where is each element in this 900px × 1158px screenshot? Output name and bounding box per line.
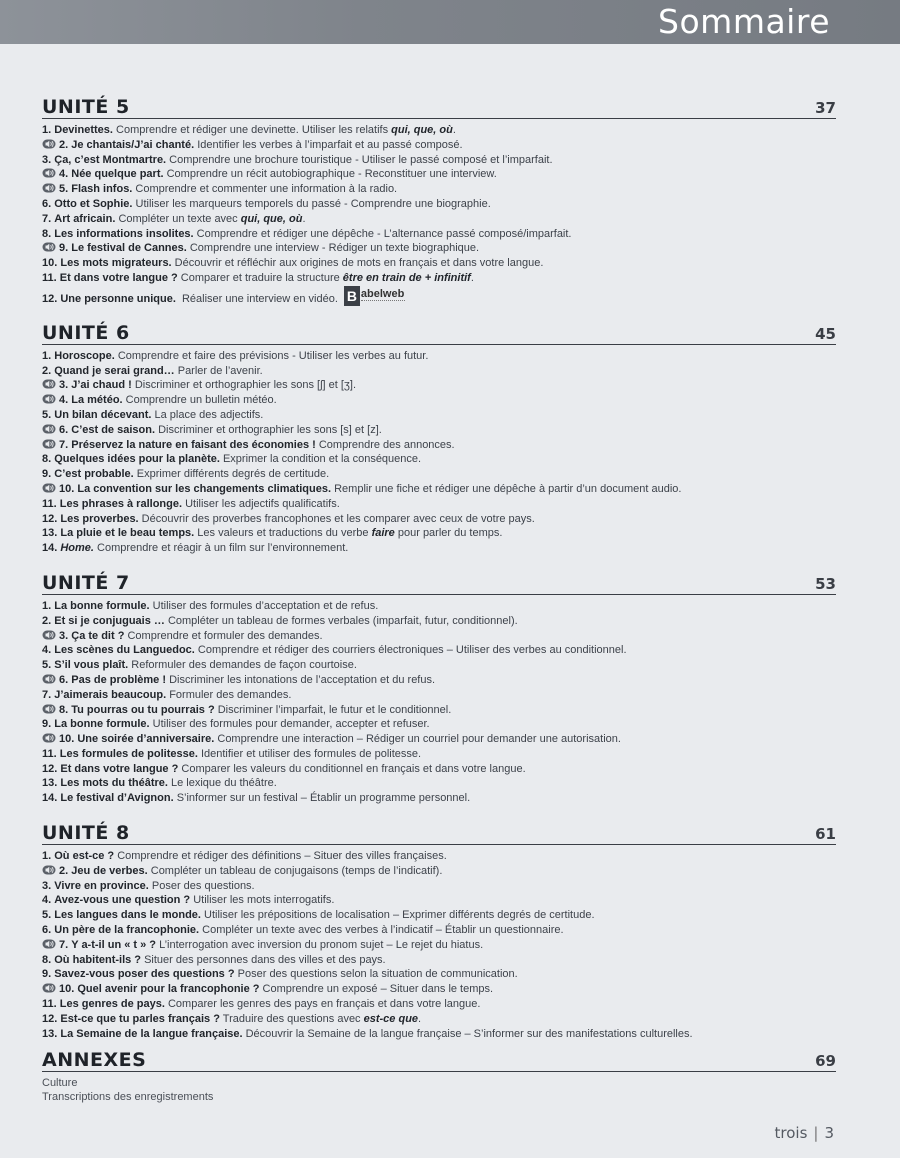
lesson-item <box>42 438 836 453</box>
lesson-description: Comprendre une interaction – Rédiger un courriel pour demander une autorisation. <box>214 733 621 746</box>
lesson-item <box>42 408 836 423</box>
lesson-number: 12. <box>42 762 58 775</box>
header-band <box>0 0 900 44</box>
lesson-item <box>42 673 836 688</box>
lesson-item <box>42 256 836 271</box>
lesson-item <box>42 452 836 467</box>
lesson-title: Les mots migrateurs. <box>60 257 172 270</box>
lesson-number: 11. <box>42 998 57 1011</box>
lesson-title: Préservez la nature en faisant des économies ! <box>71 438 316 451</box>
lesson-item <box>42 997 836 1012</box>
lesson-list <box>42 349 836 556</box>
lesson-title: Et dans votre langue ? <box>59 271 178 284</box>
lesson-description: Utiliser les mots interrogatifs. <box>190 894 335 907</box>
lesson-title: Jeu de verbes. <box>71 864 148 877</box>
lesson-number: 7. <box>59 438 69 451</box>
lesson-number: 5. <box>42 659 52 672</box>
lesson-description: Comprendre et faire des prévisions - Utiliser les verbes au futur. <box>114 349 429 362</box>
contents <box>42 92 836 1104</box>
lesson-title: Les formules de politesse. <box>59 747 198 760</box>
unit-title: UNITÉ 8 <box>42 822 130 845</box>
lesson-title: Home. <box>60 542 94 555</box>
lesson-title: Un père de la francophonie. <box>54 924 200 937</box>
lesson-description: Comprendre et formuler des demandes. <box>124 629 323 642</box>
audio-icon <box>42 483 56 493</box>
lesson-number: 5. <box>42 408 52 421</box>
lesson-description: Discriminer l’imparfait, le futur et le conditionnel. <box>214 703 452 716</box>
lesson-title: Les mots du théâtre. <box>60 777 168 790</box>
lesson-title: Quel avenir pour la francophonie ? <box>77 983 260 996</box>
lesson-number: 10. <box>59 482 75 495</box>
lesson-description: L’interrogation avec inversion du pronom sujet – Le rejet du hiatus. <box>156 938 484 951</box>
lesson-description: Exprimer la condition et la conséquence. <box>219 453 422 466</box>
lesson-number: 13. <box>42 527 58 540</box>
lesson-title: La convention sur les changements climatiques. <box>77 482 332 495</box>
lesson-item <box>42 227 836 242</box>
unit-header <box>42 568 836 595</box>
lesson-title: Où est-ce ? <box>54 850 115 863</box>
lesson-number: 6. <box>42 197 52 210</box>
lesson-emphasis: qui, que, où <box>240 212 303 225</box>
lesson-item <box>42 614 836 629</box>
lesson-number: 7. <box>59 938 69 951</box>
lesson-item <box>42 938 836 953</box>
lesson-item <box>42 688 836 703</box>
lesson-item <box>42 541 836 556</box>
lesson-title: Un bilan décevant. <box>54 408 152 421</box>
lesson-item <box>42 526 836 541</box>
lesson-item <box>42 197 836 212</box>
lesson-item <box>42 467 836 482</box>
lesson-title: Les langues dans le monde. <box>54 909 201 922</box>
lesson-item <box>42 879 836 894</box>
lesson-description: Compléter un tableau de formes verbales (imparfait, futur, conditionnel). <box>164 614 518 627</box>
lesson-title: Où habitent-ils ? <box>54 953 142 966</box>
lesson-item <box>42 1012 836 1027</box>
lesson-item <box>42 364 836 379</box>
lesson-description: Les valeurs et traductions du verbe <box>194 527 372 540</box>
lesson-emphasis: être en train de + infinitif <box>342 271 471 284</box>
lesson-title: Vivre en province. <box>54 879 149 892</box>
unit-section <box>42 318 836 556</box>
lesson-title: S’il vous plaît. <box>54 659 129 672</box>
lesson-description: Comparer les valeurs du conditionnel en français et dans votre langue. <box>178 762 526 775</box>
lesson-description: Comprendre et rédiger des courriers électroniques – Utiliser des verbes au conditionnel. <box>194 644 627 657</box>
lesson-description: S’informer sur un festival – Établir un programme personnel. <box>173 792 471 805</box>
lesson-description: Découvrir des proverbes francophones et les comparer avec ceux de votre pays. <box>138 512 535 525</box>
annexes-list <box>42 1076 836 1104</box>
lesson-number: 1. <box>42 349 52 362</box>
lesson-item <box>42 791 836 806</box>
lesson-description: Discriminer et orthographier les sons [s] et [z]. <box>155 423 382 436</box>
lesson-description: Comprendre un récit autobiographique - Reconstituer une interview. <box>163 168 497 181</box>
lesson-number: 4. <box>42 894 52 907</box>
audio-icon <box>42 865 56 875</box>
lesson-description: Découvrir et réfléchir aux origines de mots en français et dans votre langue. <box>171 257 544 270</box>
lesson-title: Est-ce que tu parles français ? <box>60 1012 220 1025</box>
unit-header <box>42 318 836 345</box>
lesson-title: Et dans votre langue ? <box>60 762 179 775</box>
lesson-number: 3. <box>59 629 69 642</box>
lesson-item <box>42 747 836 762</box>
footer-separator: | <box>813 1124 819 1142</box>
babelweb-logo-mark: B <box>344 286 360 306</box>
lesson-description: Comprendre et commenter une information à la radio. <box>132 183 398 196</box>
lesson-title: La météo. <box>71 394 123 407</box>
lesson-number: 2. <box>59 138 69 151</box>
lesson-item <box>42 717 836 732</box>
lesson-item <box>42 967 836 982</box>
lesson-description: Discriminer les intonations de l’acceptation et du refus. <box>166 673 436 686</box>
lesson-item <box>42 167 836 182</box>
lesson-number: 9. <box>42 718 52 731</box>
lesson-item <box>42 923 836 938</box>
babelweb-logo-text: abelweb <box>360 287 405 300</box>
lesson-description: Comprendre un exposé – Situer dans le temps. <box>259 983 494 996</box>
lesson-item <box>42 643 836 658</box>
lesson-title: J’aimerais beaucoup. <box>54 688 167 701</box>
lesson-number: 6. <box>42 924 52 937</box>
lesson-description: Comprendre une interview - Rédiger un texte biographique. <box>186 242 480 255</box>
lesson-description: La place des adjectifs. <box>151 408 264 421</box>
lesson-description: Comprendre et rédiger une devinette. Utiliser les relatifs <box>112 124 392 136</box>
lesson-description: Comparer et traduire la structure <box>177 271 343 284</box>
lesson-title: Pas de problème ! <box>71 673 167 686</box>
lesson-number: 13. <box>42 1027 58 1040</box>
audio-icon <box>42 674 56 684</box>
lesson-number: 14. <box>42 542 58 555</box>
audio-icon <box>42 733 56 743</box>
lesson-title: Et si je conjuguais … <box>54 614 165 627</box>
lesson-title: Née quelque part. <box>71 168 164 181</box>
lesson-number: 3. <box>59 379 69 392</box>
lesson-item <box>42 953 836 968</box>
lesson-title: Les scènes du Languedoc. <box>54 644 195 657</box>
lesson-title: Quelques idées pour la planète. <box>54 453 220 466</box>
lesson-item <box>42 703 836 718</box>
annexes-section <box>42 1045 836 1104</box>
lesson-number: 3. <box>42 879 52 892</box>
lesson-title: Quand je serai grand… <box>54 364 175 377</box>
lesson-number: 8. <box>42 953 52 966</box>
lesson-description: Parler de l’avenir. <box>174 364 263 377</box>
lesson-number: 10. <box>42 257 58 270</box>
lesson-item <box>42 271 836 286</box>
lesson-description: Utiliser les adjectifs qualificatifs. <box>182 497 340 510</box>
lesson-item <box>42 497 836 512</box>
lesson-number: 2. <box>59 864 69 877</box>
lesson-title: Ça, c’est Montmartre. <box>54 153 167 166</box>
lesson-item <box>42 908 836 923</box>
lesson-item <box>42 732 836 747</box>
lesson-description: Utiliser des formules d’acceptation et de refus. <box>149 599 379 612</box>
lesson-number: 9. <box>42 968 52 981</box>
lesson-item <box>42 982 836 997</box>
lesson-number: 12. <box>42 1012 58 1025</box>
lesson-description: Utiliser des formules pour demander, accepter et refuser. <box>149 718 430 731</box>
lesson-number: 11. <box>42 271 57 284</box>
audio-icon <box>42 439 56 449</box>
lesson-list <box>42 599 836 806</box>
lesson-list <box>42 849 836 1041</box>
audio-icon <box>42 394 56 404</box>
lesson-title: Devinettes. <box>54 124 113 136</box>
page-footer <box>775 1124 835 1142</box>
lesson-number: 6. <box>59 673 69 686</box>
lesson-title: C’est de saison. <box>71 423 156 436</box>
lesson-title: Avez-vous une question ? <box>54 894 191 907</box>
audio-icon <box>42 424 56 434</box>
lesson-item <box>42 482 836 497</box>
lesson-description: Identifier et utiliser des formules de politesse. <box>197 747 422 760</box>
lesson-description: Remplir une fiche et rédiger une dépêche à partir d’un document audio. <box>331 482 682 495</box>
lesson-item <box>42 599 836 614</box>
lesson-title: Savez-vous poser des questions ? <box>54 968 235 981</box>
lesson-number: 14. <box>42 792 58 805</box>
lesson-description-end: . <box>470 271 474 284</box>
lesson-description: Formuler des demandes. <box>166 688 292 701</box>
lesson-number: 4. <box>59 168 69 181</box>
lesson-number: 7. <box>42 688 52 701</box>
lesson-description: Identifier les verbes à l’imparfait et au passé composé. <box>194 138 463 151</box>
lesson-number: 1. <box>42 124 52 136</box>
lesson-description-end: . <box>452 124 456 136</box>
lesson-description: Utiliser les marqueurs temporels du passé - Comprendre une biographie. <box>132 197 491 210</box>
lesson-description: Reformuler des demandes de façon courtoise. <box>128 659 357 672</box>
footer-page-number: 3 <box>824 1124 834 1142</box>
page-title: Sommaire <box>658 2 830 41</box>
unit-title: UNITÉ 5 <box>42 96 130 118</box>
lesson-description: Comprendre et rédiger des définitions – Situer des villes françaises. <box>114 850 447 863</box>
lesson-number: 3. <box>42 153 52 166</box>
lesson-description: Comparer les genres des pays en français et dans votre langue. <box>164 998 481 1011</box>
lesson-title: Le festival de Cannes. <box>71 242 187 255</box>
lesson-title: Les informations insolites. <box>54 227 194 240</box>
babelweb-logo-underline <box>361 300 405 304</box>
lesson-title: Les phrases à rallonge. <box>59 497 183 510</box>
lesson-title: Y a-t-il un « t » ? <box>71 938 157 951</box>
lesson-emphasis: qui, que, où <box>391 124 453 136</box>
lesson-title: J’ai chaud ! <box>71 379 132 392</box>
lesson-description: Discriminer et orthographier les sons [ʃ] et [ʒ]. <box>131 379 357 392</box>
unit-page-number: 45 <box>815 324 836 343</box>
lesson-title: Je chantais/J’ai chanté. <box>71 138 195 151</box>
lesson-description: Compléter un texte avec <box>115 212 241 225</box>
lesson-description: Poser des questions selon la situation de communication. <box>234 968 518 981</box>
audio-icon <box>42 242 56 252</box>
audio-icon <box>42 630 56 640</box>
unit-page-number: 61 <box>815 825 836 844</box>
lesson-title: La bonne formule. <box>54 718 150 731</box>
lesson-number: 8. <box>59 703 69 716</box>
lesson-title: Horoscope. <box>54 349 115 362</box>
unit-page-number: 53 <box>815 574 836 593</box>
lesson-number: 5. <box>42 909 52 922</box>
lesson-number: 12. <box>42 512 58 525</box>
unit-header <box>42 92 836 119</box>
lesson-description: Comprendre une brochure touristique - Utiliser le passé composé et l’imparfait. <box>166 153 553 166</box>
lesson-title: Flash infos. <box>71 183 133 196</box>
lesson-number: 4. <box>59 394 69 407</box>
lesson-number: 4. <box>42 644 52 657</box>
footer-word: trois <box>774 1124 808 1142</box>
lesson-number: 1. <box>42 850 52 863</box>
lesson-description-end: . <box>302 212 306 225</box>
lesson-item <box>42 212 836 227</box>
audio-icon <box>42 139 56 149</box>
lesson-number: 13. <box>42 777 58 790</box>
lesson-item <box>42 286 836 308</box>
audio-icon <box>42 939 56 949</box>
unit-section <box>42 92 836 308</box>
lesson-number: 8. <box>42 227 52 240</box>
lesson-title: Les genres de pays. <box>59 998 165 1011</box>
lesson-number: 2. <box>42 364 52 377</box>
annexes-title: ANNEXES <box>42 1049 147 1072</box>
audio-icon <box>42 183 56 193</box>
lesson-item <box>42 658 836 673</box>
lesson-number: 10. <box>59 733 75 746</box>
lesson-item <box>42 512 836 527</box>
lesson-item <box>42 1027 836 1042</box>
lesson-number: 7. <box>42 212 52 225</box>
annexes-page-number: 69 <box>815 1052 836 1071</box>
audio-icon <box>42 168 56 178</box>
lesson-list <box>42 123 836 308</box>
lesson-title: Art africain. <box>54 212 116 225</box>
lesson-description: Comprendre et réagir à un film sur l’environnement. <box>93 542 349 555</box>
unit-title: UNITÉ 7 <box>42 571 130 594</box>
lesson-description: Découvrir la Semaine de la langue française – S’informer sur des manifestations culturelles. <box>242 1027 693 1040</box>
lesson-title: Les proverbes. <box>60 512 139 525</box>
lesson-description: Utiliser les prépositions de localisation – Exprimer différents degrés de certitude. <box>200 909 595 922</box>
lesson-number: 2. <box>42 614 52 627</box>
lesson-item <box>42 776 836 791</box>
annex-item: Transcriptions des enregistrements <box>42 1091 214 1104</box>
lesson-description: Le lexique du théâtre. <box>167 777 277 790</box>
lesson-emphasis: est-ce que <box>363 1012 419 1025</box>
lesson-description: Comprendre et rédiger une dépêche - L’alternance passé composé/imparfait. <box>193 227 572 240</box>
lesson-description-end: pour parler du temps. <box>394 527 503 540</box>
lesson-number: 9. <box>42 468 52 481</box>
lesson-number: 10. <box>59 983 75 996</box>
lesson-description: Comprendre des annonces. <box>315 438 455 451</box>
lesson-item <box>42 153 836 168</box>
lesson-item <box>42 629 836 644</box>
lesson-description: Poser des questions. <box>148 879 255 892</box>
lesson-item <box>42 182 836 197</box>
lesson-number: 8. <box>42 453 52 466</box>
annexes-header <box>42 1045 836 1072</box>
lesson-emphasis: faire <box>371 527 395 540</box>
lesson-description-end: . <box>418 1012 422 1025</box>
lesson-item <box>42 893 836 908</box>
lesson-title: Otto et Sophie. <box>54 197 133 210</box>
lesson-description: Situer des personnes dans des villes et des pays. <box>141 953 386 966</box>
lesson-description: Réaliser une interview en vidéo. <box>175 292 338 305</box>
unit-section <box>42 818 836 1041</box>
lesson-number: 6. <box>59 423 69 436</box>
lesson-item <box>42 393 836 408</box>
unit-section <box>42 568 836 806</box>
lesson-title: Le festival d’Avignon. <box>60 792 174 805</box>
lesson-item <box>42 123 836 138</box>
audio-icon <box>42 379 56 389</box>
lesson-item <box>42 241 836 256</box>
lesson-item <box>42 378 836 393</box>
lesson-item <box>42 349 836 364</box>
unit-page-number: 37 <box>815 99 836 117</box>
lesson-description: Exprimer différents degrés de certitude. <box>133 468 330 481</box>
audio-icon <box>42 983 56 993</box>
lesson-number: 11. <box>42 497 57 510</box>
lesson-title: La bonne formule. <box>54 599 150 612</box>
lesson-item <box>42 138 836 153</box>
lesson-title: La Semaine de la langue française. <box>60 1027 243 1040</box>
babelweb-logo <box>344 286 406 308</box>
lesson-title: Tu pourras ou tu pourrais ? <box>71 703 215 716</box>
lesson-number: 11. <box>42 747 57 760</box>
lesson-item <box>42 762 836 777</box>
lesson-title: Ça te dit ? <box>71 629 125 642</box>
lesson-number: 9. <box>59 242 69 255</box>
annex-item: Culture <box>42 1077 78 1090</box>
unit-title: UNITÉ 6 <box>42 321 130 344</box>
lesson-title: Une personne unique. <box>60 292 176 305</box>
lesson-description: Traduire des questions avec <box>219 1012 364 1025</box>
lesson-item <box>42 423 836 438</box>
lesson-title: C’est probable. <box>54 468 134 481</box>
unit-header <box>42 818 836 845</box>
lesson-description: Compléter un tableau de conjugaisons (temps de l’indicatif). <box>147 864 443 877</box>
lesson-number: 12. <box>42 292 58 305</box>
lesson-item <box>42 864 836 879</box>
audio-icon <box>42 704 56 714</box>
lesson-description: Comprendre un bulletin météo. <box>122 394 277 407</box>
lesson-number: 1. <box>42 599 52 612</box>
lesson-title: La pluie et le beau temps. <box>60 527 195 540</box>
lesson-item <box>42 849 836 864</box>
lesson-title: Une soirée d’anniversaire. <box>77 733 215 746</box>
lesson-number: 5. <box>59 183 69 196</box>
lesson-description: Compléter un texte avec des verbes à l’indicatif – Établir un questionnaire. <box>199 924 564 937</box>
